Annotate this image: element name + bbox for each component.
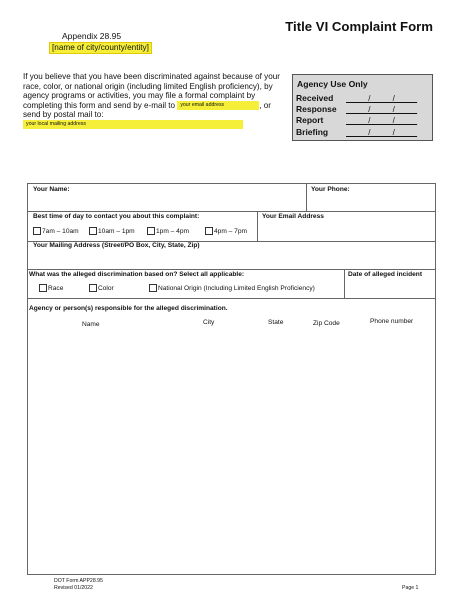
column-header-city: City — [203, 319, 215, 326]
checkbox[interactable] — [149, 284, 157, 292]
column-header-zip-code: Zip Code — [313, 320, 340, 327]
checkbox[interactable] — [89, 284, 97, 292]
agency-row-label: Report — [296, 115, 324, 126]
date-alleged-incident-label[interactable]: Date of alleged incident — [348, 271, 423, 278]
best-time-label: Best time of day to contact you about this complaint: — [33, 213, 200, 220]
complaint-form-grid — [27, 183, 436, 575]
agency-box-title: Agency Use Only — [297, 79, 368, 89]
intro-paragraph — [23, 72, 285, 130]
agency-row-report — [296, 115, 429, 126]
row-divider — [28, 298, 435, 299]
revised-date-text: Revised 01/2022 — [54, 585, 93, 591]
form-id-text: DOT Form APP28.95 — [54, 578, 103, 584]
agency-row-date[interactable]: / / — [346, 94, 418, 103]
column-header-state: State — [268, 319, 284, 326]
time-option-10am-1pm[interactable] — [89, 227, 135, 235]
agency-row-label: Briefing — [296, 126, 329, 137]
your-phone-label[interactable]: Your Phone: — [311, 186, 350, 193]
responsible-parties-label: Agency or person(s) responsible for the alleged discrimination. — [29, 305, 228, 312]
checkbox[interactable] — [147, 227, 155, 235]
column-header-phone-number: Phone number — [370, 318, 414, 325]
appendix-number: Appendix 28.95 — [62, 31, 122, 41]
time-option-label: 1pm – 4pm — [156, 227, 189, 235]
form-title: Title VI Complaint Form — [285, 19, 433, 34]
agency-row-label: Response — [296, 104, 337, 115]
basis-option-race[interactable] — [39, 284, 63, 292]
column-divider — [344, 269, 345, 298]
checkbox[interactable] — [33, 227, 41, 235]
column-header-name: Name — [82, 321, 100, 328]
time-option-7am-10am[interactable] — [33, 227, 79, 235]
email-address-fill[interactable]: your email address — [177, 101, 259, 110]
basis-option-color[interactable] — [89, 284, 114, 292]
agency-row-received — [296, 93, 429, 104]
time-option-1pm-4pm[interactable] — [147, 227, 189, 235]
basis-option-label: National Origin (Including Limited English Proficiency) — [158, 284, 315, 292]
your-name-label[interactable]: Your Name: — [33, 186, 70, 193]
agency-row-label: Received — [296, 93, 334, 103]
row-divider — [28, 269, 435, 270]
discrimination-basis-label: What was the alleged discrimination based on? Select all applicable: — [29, 271, 245, 278]
agency-row-date[interactable]: / / — [346, 127, 418, 137]
footer-form-id — [54, 578, 103, 592]
agency-row-response — [296, 104, 429, 115]
checkbox[interactable] — [39, 284, 47, 292]
your-email-label[interactable]: Your Email Address — [262, 213, 324, 220]
row-divider — [28, 211, 435, 212]
entity-name-placeholder[interactable]: [name of city/county/entity] — [49, 42, 152, 54]
time-option-label: 7am – 10am — [42, 227, 79, 235]
postal-address-fill[interactable]: your local mailing address — [23, 120, 243, 129]
column-divider — [306, 184, 307, 211]
column-divider — [257, 211, 258, 241]
footer-page-number: Page 1 — [402, 585, 419, 591]
agency-row-briefing — [296, 127, 429, 138]
agency-use-only-box — [292, 74, 433, 141]
mailing-address-label[interactable]: Your Mailing Address (Street/PO Box, City, State, Zip) — [33, 242, 200, 249]
intro-text-part1: If you believe that you have been discriminated against because of your race, color, or national origin (including limited English proficiency), by agency programs or activities, you may file a formal complaint by completing this form and send by e-mail to — [23, 72, 280, 110]
time-option-label: 10am – 1pm — [98, 227, 135, 235]
agency-row-date[interactable]: / / — [346, 105, 418, 115]
checkbox[interactable] — [89, 227, 97, 235]
agency-row-date[interactable]: / / — [346, 116, 418, 126]
intro-text-part2: , or send by postal mail to: — [23, 100, 272, 120]
time-option-label: 4pm – 7pm — [214, 227, 247, 235]
checkbox[interactable] — [205, 227, 213, 235]
time-option-4pm-7pm[interactable] — [205, 227, 247, 235]
basis-option-label: Color — [98, 284, 114, 292]
basis-option-label: Race — [48, 284, 64, 292]
basis-option-national-origin[interactable] — [149, 284, 315, 292]
